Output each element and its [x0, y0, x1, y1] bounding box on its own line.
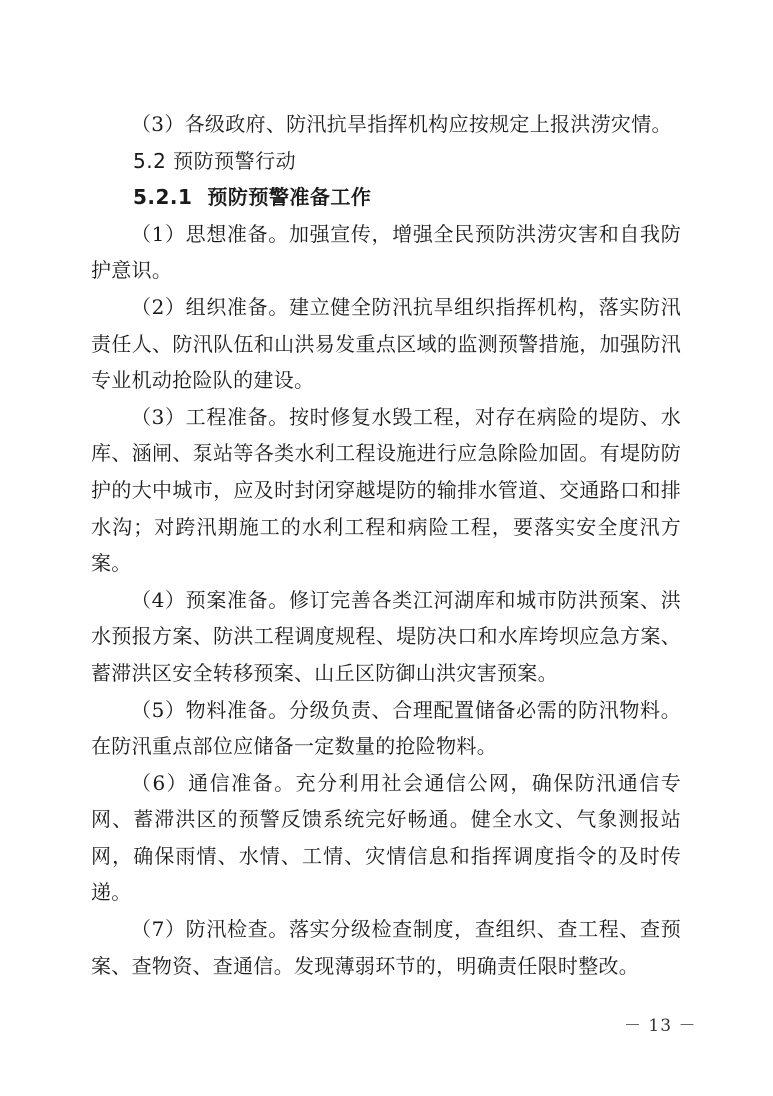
subsection-heading-5-2-1: [91, 179, 681, 216]
page-number: － 13 －: [624, 1016, 697, 1036]
paragraph-plan-preparation: （4）预案准备。修订完善各类江河湖库和城市防洪预案、洪水预报方案、防洪工程调度规程、堤防决口和水库垮坝应急方案、蓄滞洪区安全转移预案、山丘区防御山洪灾害预案。: [91, 587, 681, 685]
subsection-title: 预防预警准备工作: [207, 185, 372, 210]
paragraph-report-disaster: （3）各级政府、防汛抗旱指挥机构应按规定上报洪涝灾情。: [131, 112, 672, 136]
section-title: 预防预警行动: [173, 148, 297, 173]
paragraph-ideological-preparation: （1）思想准备。加强宣传，增强全民预防洪涝灾害和自我防护意识。: [91, 221, 681, 283]
section-heading-5-2: [91, 143, 681, 180]
paragraph-organizational-preparation: （2）组织准备。建立健全防汛抗旱组织指挥机构，落实防汛责任人、防汛队伍和山洪易发重点区域的监测预警措施，加强防汛专业机动抢险队的建设。: [91, 294, 681, 393]
paragraph-material-preparation: （5）物料准备。分级负责、合理配置储备必需的防汛物料。在防汛重点部位应储备一定数量的抢险物料。: [91, 697, 681, 759]
subsection-number: 5.2.1: [133, 185, 193, 210]
document-body: [91, 106, 681, 984]
paragraph-communication-preparation: （6）通信准备。充分利用社会通信公网，确保防汛通信专网、蓄滞洪区的预警反馈系统完好畅通。健全水文、气象测报站网，确保雨情、水情、工情、灾情信息和指挥调度指令的及时传递。: [91, 770, 681, 905]
section-number: 5.2: [133, 148, 167, 173]
paragraph-engineering-preparation: （3）工程准备。按时修复水毁工程，对存在病险的堤防、水库、涵闸、泵站等各类水利工程设施进行应急除险加固。有堤防防护的大中城市，应及时封闭穿越堤防的输排水管道、交通路口和排水沟；对跨汛期施工的水利工程和病险工程，要落实安全度汛方案。: [91, 404, 681, 576]
paragraph-flood-inspection: （7）防汛检查。落实分级检查制度，查组织、查工程、查预案、查物资、查通信。发现薄弱环节的，明确责任限时整改。: [91, 917, 681, 978]
